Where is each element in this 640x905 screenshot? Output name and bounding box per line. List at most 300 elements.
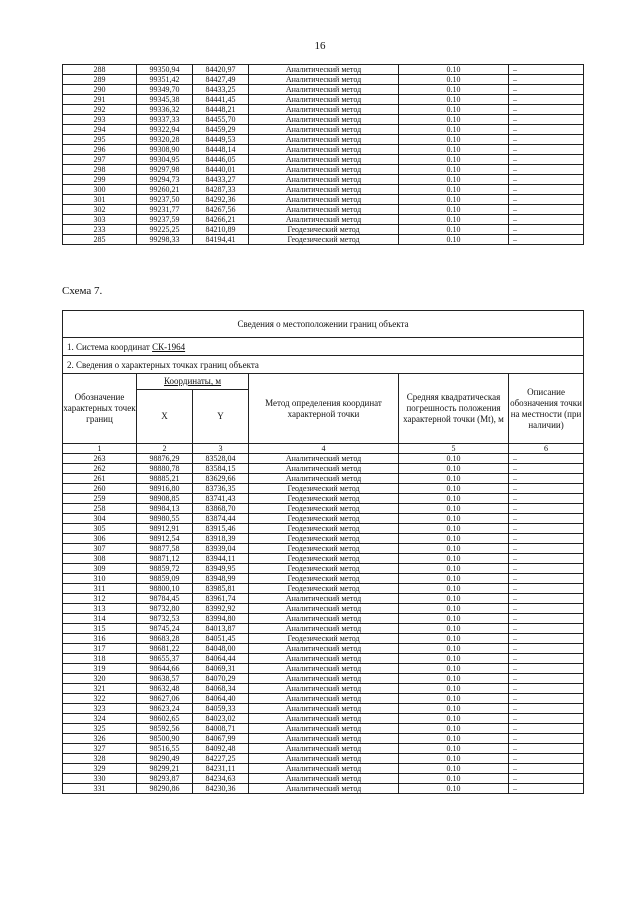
method-cell: Аналитический метод xyxy=(249,175,399,185)
y-coordinate-cell: 84051,45 xyxy=(193,634,249,644)
x-coordinate-cell: 99349,70 xyxy=(137,85,193,95)
error-cell: 0.10 xyxy=(399,604,509,614)
x-coordinate-cell: 98908,85 xyxy=(137,494,193,504)
error-cell: 0.10 xyxy=(399,235,509,245)
method-cell: Геодезический метод xyxy=(249,634,399,644)
error-cell: 0.10 xyxy=(399,544,509,554)
error-cell: 0.10 xyxy=(399,145,509,155)
error-cell: 0.10 xyxy=(399,764,509,774)
x-coordinate-cell: 99308,90 xyxy=(137,145,193,155)
point-number-cell: 308 xyxy=(63,554,137,564)
coordinate-system-row xyxy=(63,338,584,356)
error-cell: 0.10 xyxy=(399,454,509,464)
error-cell: 0.10 xyxy=(399,65,509,75)
point-number-cell: 258 xyxy=(63,504,137,514)
description-cell: – xyxy=(509,554,584,564)
y-coordinate-cell: 84433,25 xyxy=(193,85,249,95)
method-cell: Аналитический метод xyxy=(249,664,399,674)
x-coordinate-cell: 98638,57 xyxy=(137,674,193,684)
method-cell: Геодезический метод xyxy=(249,484,399,494)
x-coordinate-cell: 99322,94 xyxy=(137,125,193,135)
header-description: Описание обозначения точки на местности (при наличии) xyxy=(509,374,584,444)
point-number-cell: 293 xyxy=(63,115,137,125)
method-cell: Аналитический метод xyxy=(249,95,399,105)
error-cell: 0.10 xyxy=(399,474,509,484)
x-coordinate-cell: 98912,91 xyxy=(137,524,193,534)
method-cell: Аналитический метод xyxy=(249,764,399,774)
description-cell: – xyxy=(509,464,584,474)
table-row xyxy=(63,634,584,644)
y-coordinate-cell: 84449,53 xyxy=(193,135,249,145)
table-row xyxy=(63,724,584,734)
point-number-cell: 318 xyxy=(63,654,137,664)
description-cell: – xyxy=(509,225,584,235)
error-cell: 0.10 xyxy=(399,514,509,524)
description-cell: – xyxy=(509,784,584,794)
method-cell: Аналитический метод xyxy=(249,754,399,764)
x-coordinate-cell: 98623,24 xyxy=(137,704,193,714)
description-cell: – xyxy=(509,664,584,674)
table-row xyxy=(63,135,584,145)
y-coordinate-cell: 84433,27 xyxy=(193,175,249,185)
description-cell: – xyxy=(509,65,584,75)
table-row xyxy=(63,125,584,135)
header-error: Средняя квадратическая погрешность положения характерной точки (Mt), м xyxy=(399,374,509,444)
column-number: 3 xyxy=(193,444,249,454)
method-cell: Геодезический метод xyxy=(249,554,399,564)
table-row xyxy=(63,85,584,95)
point-number-cell: 327 xyxy=(63,744,137,754)
description-cell: – xyxy=(509,494,584,504)
table-row xyxy=(63,115,584,125)
table-row xyxy=(63,165,584,175)
point-number-cell: 259 xyxy=(63,494,137,504)
x-coordinate-cell: 99304,95 xyxy=(137,155,193,165)
x-coordinate-cell: 98683,28 xyxy=(137,634,193,644)
description-cell: – xyxy=(509,584,584,594)
description-cell: – xyxy=(509,674,584,684)
x-coordinate-cell: 99345,38 xyxy=(137,95,193,105)
error-cell: 0.10 xyxy=(399,205,509,215)
description-cell: – xyxy=(509,564,584,574)
error-cell: 0.10 xyxy=(399,534,509,544)
method-cell: Геодезический метод xyxy=(249,534,399,544)
description-cell: – xyxy=(509,574,584,584)
error-cell: 0.10 xyxy=(399,594,509,604)
table-row xyxy=(63,205,584,215)
method-cell: Геодезический метод xyxy=(249,564,399,574)
y-coordinate-cell: 83874,44 xyxy=(193,514,249,524)
method-cell: Аналитический метод xyxy=(249,115,399,125)
description-cell: – xyxy=(509,534,584,544)
description-cell: – xyxy=(509,754,584,764)
point-number-cell: 261 xyxy=(63,474,137,484)
error-cell: 0.10 xyxy=(399,554,509,564)
description-cell: – xyxy=(509,614,584,624)
table-row xyxy=(63,614,584,624)
y-coordinate-cell: 83985,81 xyxy=(193,584,249,594)
method-cell: Геодезический метод xyxy=(249,584,399,594)
error-cell: 0.10 xyxy=(399,115,509,125)
point-number-cell: 289 xyxy=(63,75,137,85)
description-cell: – xyxy=(509,454,584,464)
description-cell: – xyxy=(509,95,584,105)
x-coordinate-cell: 98299,21 xyxy=(137,764,193,774)
method-cell: Аналитический метод xyxy=(249,644,399,654)
description-cell: – xyxy=(509,624,584,634)
x-coordinate-cell: 99337,33 xyxy=(137,115,193,125)
y-coordinate-cell: 83736,35 xyxy=(193,484,249,494)
description-cell: – xyxy=(509,714,584,724)
point-number-cell: 303 xyxy=(63,215,137,225)
error-cell: 0.10 xyxy=(399,105,509,115)
method-cell: Аналитический метод xyxy=(249,125,399,135)
x-coordinate-cell: 99294,73 xyxy=(137,175,193,185)
y-coordinate-cell: 84194,41 xyxy=(193,235,249,245)
point-number-cell: 298 xyxy=(63,165,137,175)
table-row xyxy=(63,185,584,195)
point-number-cell: 233 xyxy=(63,225,137,235)
y-coordinate-cell: 84067,99 xyxy=(193,734,249,744)
point-number-cell: 324 xyxy=(63,714,137,724)
error-cell: 0.10 xyxy=(399,75,509,85)
description-cell: – xyxy=(509,75,584,85)
error-cell: 0.10 xyxy=(399,664,509,674)
error-cell: 0.10 xyxy=(399,155,509,165)
y-coordinate-cell: 84070,29 xyxy=(193,674,249,684)
method-cell: Аналитический метод xyxy=(249,165,399,175)
table-row xyxy=(63,75,584,85)
y-coordinate-cell: 84448,21 xyxy=(193,105,249,115)
y-coordinate-cell: 83992,92 xyxy=(193,604,249,614)
method-cell: Геодезический метод xyxy=(249,225,399,235)
error-cell: 0.10 xyxy=(399,504,509,514)
y-coordinate-cell: 84048,00 xyxy=(193,644,249,654)
point-number-cell: 313 xyxy=(63,604,137,614)
y-coordinate-cell: 84427,49 xyxy=(193,75,249,85)
y-coordinate-cell: 83918,39 xyxy=(193,534,249,544)
point-number-cell: 260 xyxy=(63,484,137,494)
error-cell: 0.10 xyxy=(399,225,509,235)
description-cell: – xyxy=(509,694,584,704)
error-cell: 0.10 xyxy=(399,734,509,744)
method-cell: Аналитический метод xyxy=(249,734,399,744)
point-number-cell: 306 xyxy=(63,534,137,544)
description-cell: – xyxy=(509,165,584,175)
description-cell: – xyxy=(509,764,584,774)
point-number-cell: 309 xyxy=(63,564,137,574)
method-cell: Аналитический метод xyxy=(249,65,399,75)
x-coordinate-cell: 99237,50 xyxy=(137,195,193,205)
table-row xyxy=(63,95,584,105)
x-coordinate-cell: 98745,24 xyxy=(137,624,193,634)
point-number-cell: 285 xyxy=(63,235,137,245)
x-coordinate-cell: 98681,22 xyxy=(137,644,193,654)
table-row xyxy=(63,564,584,574)
y-coordinate-cell: 84440,01 xyxy=(193,165,249,175)
point-number-cell: 312 xyxy=(63,594,137,604)
x-coordinate-cell: 98916,80 xyxy=(137,484,193,494)
method-cell: Аналитический метод xyxy=(249,654,399,664)
y-coordinate-cell: 83994,80 xyxy=(193,614,249,624)
point-number-cell: 316 xyxy=(63,634,137,644)
error-cell: 0.10 xyxy=(399,674,509,684)
x-coordinate-cell: 98627,06 xyxy=(137,694,193,704)
x-coordinate-cell: 98500,90 xyxy=(137,734,193,744)
description-cell: – xyxy=(509,524,584,534)
method-cell: Геодезический метод xyxy=(249,524,399,534)
x-coordinate-cell: 99237,59 xyxy=(137,215,193,225)
method-cell: Аналитический метод xyxy=(249,464,399,474)
method-cell: Аналитический метод xyxy=(249,594,399,604)
table-row xyxy=(63,524,584,534)
table-row xyxy=(63,514,584,524)
y-coordinate-cell: 84446,05 xyxy=(193,155,249,165)
table-row xyxy=(63,774,584,784)
column-number: 6 xyxy=(509,444,584,454)
error-cell: 0.10 xyxy=(399,694,509,704)
point-number-cell: 262 xyxy=(63,464,137,474)
point-number-cell: 323 xyxy=(63,704,137,714)
point-number-cell: 319 xyxy=(63,664,137,674)
x-coordinate-cell: 98644,66 xyxy=(137,664,193,674)
point-number-cell: 299 xyxy=(63,175,137,185)
error-cell: 0.10 xyxy=(399,494,509,504)
error-cell: 0.10 xyxy=(399,524,509,534)
y-coordinate-cell: 83948,99 xyxy=(193,574,249,584)
page-number: 16 xyxy=(314,40,326,52)
method-cell: Аналитический метод xyxy=(249,724,399,734)
point-number-cell: 290 xyxy=(63,85,137,95)
y-coordinate-cell: 84287,33 xyxy=(193,185,249,195)
method-cell: Геодезический метод xyxy=(249,235,399,245)
point-number-cell: 310 xyxy=(63,574,137,584)
method-cell: Аналитический метод xyxy=(249,774,399,784)
description-cell: – xyxy=(509,504,584,514)
description-cell: – xyxy=(509,474,584,484)
y-coordinate-cell: 84420,97 xyxy=(193,65,249,75)
description-cell: – xyxy=(509,215,584,225)
description-cell: – xyxy=(509,115,584,125)
method-cell: Аналитический метод xyxy=(249,624,399,634)
error-cell: 0.10 xyxy=(399,754,509,764)
error-cell: 0.10 xyxy=(399,724,509,734)
point-number-cell: 301 xyxy=(63,195,137,205)
point-number-cell: 320 xyxy=(63,674,137,684)
method-cell: Аналитический метод xyxy=(249,684,399,694)
boundary-info-table xyxy=(62,310,584,794)
method-cell: Геодезический метод xyxy=(249,574,399,584)
y-coordinate-cell: 84064,44 xyxy=(193,654,249,664)
error-cell: 0.10 xyxy=(399,774,509,784)
table-row xyxy=(63,764,584,774)
description-cell: – xyxy=(509,155,584,165)
table-row xyxy=(63,534,584,544)
y-coordinate-cell: 84064,40 xyxy=(193,694,249,704)
description-cell: – xyxy=(509,654,584,664)
error-cell: 0.10 xyxy=(399,165,509,175)
y-coordinate-cell: 83629,66 xyxy=(193,474,249,484)
error-cell: 0.10 xyxy=(399,484,509,494)
x-coordinate-cell: 98632,48 xyxy=(137,684,193,694)
method-cell: Аналитический метод xyxy=(249,105,399,115)
error-cell: 0.10 xyxy=(399,574,509,584)
coordinate-system-value: СК-1964 xyxy=(152,341,186,352)
column-number: 4 xyxy=(249,444,399,454)
y-coordinate-cell: 83949,95 xyxy=(193,564,249,574)
point-number-cell: 315 xyxy=(63,624,137,634)
point-number-cell: 288 xyxy=(63,65,137,75)
table-row xyxy=(63,734,584,744)
x-coordinate-cell: 99320,28 xyxy=(137,135,193,145)
error-cell: 0.10 xyxy=(399,654,509,664)
y-coordinate-cell: 84459,29 xyxy=(193,125,249,135)
table-row xyxy=(63,574,584,584)
table1-body xyxy=(63,65,584,245)
x-coordinate-cell: 98800,10 xyxy=(137,584,193,594)
table-row xyxy=(63,215,584,225)
error-cell: 0.10 xyxy=(399,95,509,105)
point-number-cell: 305 xyxy=(63,524,137,534)
description-cell: – xyxy=(509,195,584,205)
point-number-cell: 296 xyxy=(63,145,137,155)
error-cell: 0.10 xyxy=(399,464,509,474)
table-row xyxy=(63,225,584,235)
description-cell: – xyxy=(509,135,584,145)
method-cell: Аналитический метод xyxy=(249,714,399,724)
point-number-cell: 317 xyxy=(63,644,137,654)
x-coordinate-cell: 98859,09 xyxy=(137,574,193,584)
error-cell: 0.10 xyxy=(399,744,509,754)
table-row xyxy=(63,714,584,724)
method-cell: Геодезический метод xyxy=(249,504,399,514)
table-row xyxy=(63,155,584,165)
table-row xyxy=(63,584,584,594)
error-cell: 0.10 xyxy=(399,634,509,644)
method-cell: Геодезический метод xyxy=(249,544,399,554)
table-title: Сведения о местоположении границ объекта xyxy=(63,311,584,338)
y-coordinate-cell: 84234,63 xyxy=(193,774,249,784)
x-coordinate-cell: 99298,33 xyxy=(137,235,193,245)
header-coordinates: Координаты, м xyxy=(137,374,249,390)
y-coordinate-cell: 84069,31 xyxy=(193,664,249,674)
table-row xyxy=(63,684,584,694)
method-cell: Аналитический метод xyxy=(249,784,399,794)
table-row xyxy=(63,504,584,514)
y-coordinate-cell: 84441,45 xyxy=(193,95,249,105)
table-row xyxy=(63,674,584,684)
x-coordinate-cell: 98290,49 xyxy=(137,754,193,764)
error-cell: 0.10 xyxy=(399,644,509,654)
description-cell: – xyxy=(509,594,584,604)
error-cell: 0.10 xyxy=(399,704,509,714)
y-coordinate-cell: 84210,89 xyxy=(193,225,249,235)
table-row xyxy=(63,554,584,564)
x-coordinate-cell: 98784,45 xyxy=(137,594,193,604)
x-coordinate-cell: 98602,65 xyxy=(137,714,193,724)
description-cell: – xyxy=(509,205,584,215)
x-coordinate-cell: 98880,78 xyxy=(137,464,193,474)
y-coordinate-cell: 83528,04 xyxy=(193,454,249,464)
table-row xyxy=(63,145,584,155)
x-coordinate-cell: 99225,25 xyxy=(137,225,193,235)
description-cell: – xyxy=(509,684,584,694)
point-number-cell: 263 xyxy=(63,454,137,464)
header-designation: Обозначение характерных точек границ xyxy=(63,374,137,444)
method-cell: Аналитический метод xyxy=(249,604,399,614)
error-cell: 0.10 xyxy=(399,614,509,624)
y-coordinate-cell: 84068,34 xyxy=(193,684,249,694)
description-cell: – xyxy=(509,734,584,744)
error-cell: 0.10 xyxy=(399,784,509,794)
error-cell: 0.10 xyxy=(399,584,509,594)
y-coordinate-cell: 84023,02 xyxy=(193,714,249,724)
point-number-cell: 295 xyxy=(63,135,137,145)
error-cell: 0.10 xyxy=(399,185,509,195)
x-coordinate-cell: 98732,53 xyxy=(137,614,193,624)
table-row xyxy=(63,754,584,764)
y-coordinate-cell: 84013,87 xyxy=(193,624,249,634)
coordinate-system-label: 1. Система координат xyxy=(67,341,153,352)
point-number-cell: 294 xyxy=(63,125,137,135)
x-coordinate-cell: 98876,29 xyxy=(137,454,193,464)
point-number-cell: 321 xyxy=(63,684,137,694)
x-coordinate-cell: 98871,12 xyxy=(137,554,193,564)
header-method: Метод определения координат характерной точки xyxy=(249,374,399,444)
method-cell: Аналитический метод xyxy=(249,205,399,215)
table-row xyxy=(63,484,584,494)
coordinates-table-continued xyxy=(62,64,584,245)
description-cell: – xyxy=(509,774,584,784)
method-cell: Аналитический метод xyxy=(249,75,399,85)
point-number-cell: 322 xyxy=(63,694,137,704)
error-cell: 0.10 xyxy=(399,195,509,205)
method-cell: Аналитический метод xyxy=(249,155,399,165)
point-number-cell: 330 xyxy=(63,774,137,784)
characteristic-points-heading: 2. Сведения о характерных точках границ объекта xyxy=(63,356,584,374)
x-coordinate-cell: 99351,42 xyxy=(137,75,193,85)
column-number: 2 xyxy=(137,444,193,454)
method-cell: Аналитический метод xyxy=(249,185,399,195)
description-cell: – xyxy=(509,125,584,135)
method-cell: Аналитический метод xyxy=(249,704,399,714)
header-x: X xyxy=(137,390,193,444)
y-coordinate-cell: 84059,33 xyxy=(193,704,249,714)
method-cell: Аналитический метод xyxy=(249,694,399,704)
error-cell: 0.10 xyxy=(399,564,509,574)
x-coordinate-cell: 98912,54 xyxy=(137,534,193,544)
point-number-cell: 297 xyxy=(63,155,137,165)
table-row xyxy=(63,195,584,205)
table-row xyxy=(63,175,584,185)
table-row xyxy=(63,644,584,654)
x-coordinate-cell: 99231,77 xyxy=(137,205,193,215)
point-number-cell: 302 xyxy=(63,205,137,215)
error-cell: 0.10 xyxy=(399,125,509,135)
y-coordinate-cell: 83939,04 xyxy=(193,544,249,554)
description-cell: – xyxy=(509,604,584,614)
table-row xyxy=(63,744,584,754)
description-cell: – xyxy=(509,235,584,245)
point-number-cell: 292 xyxy=(63,105,137,115)
table-row xyxy=(63,544,584,554)
y-coordinate-cell: 83961,74 xyxy=(193,594,249,604)
description-cell: – xyxy=(509,644,584,654)
y-coordinate-cell: 84292,36 xyxy=(193,195,249,205)
y-coordinate-cell: 83584,15 xyxy=(193,464,249,474)
method-cell: Аналитический метод xyxy=(249,474,399,484)
y-coordinate-cell: 84267,56 xyxy=(193,205,249,215)
